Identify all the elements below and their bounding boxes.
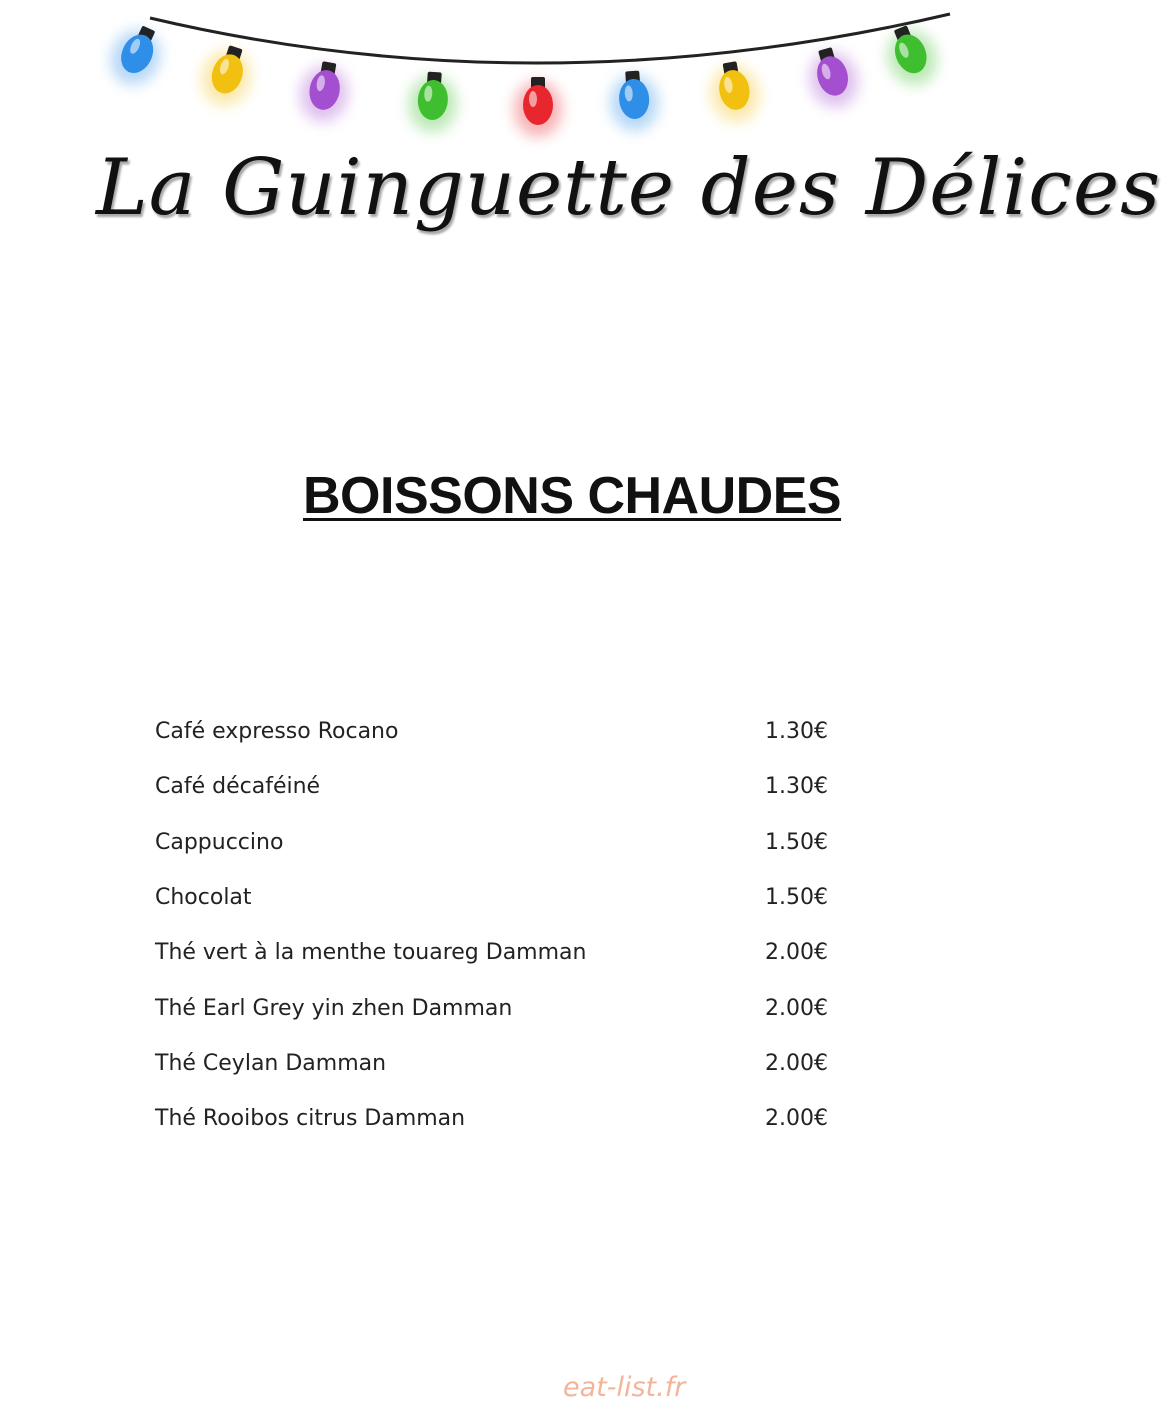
menu-item-name: Thé Ceylan Damman bbox=[155, 1050, 387, 1076]
menu-item-name: Chocolat bbox=[155, 885, 252, 911]
light-bulb-icon bbox=[102, 18, 171, 93]
menu-item-price: 2.00€ bbox=[765, 1106, 828, 1132]
light-bulb-icon bbox=[878, 19, 945, 93]
menu-item bbox=[155, 704, 828, 759]
menu-item bbox=[155, 815, 828, 870]
light-bulb-icon bbox=[195, 40, 259, 112]
menu-item-price: 2.00€ bbox=[765, 940, 828, 966]
menu-item bbox=[155, 870, 828, 925]
drinks-menu-list bbox=[155, 704, 828, 1146]
menu-item-price: 1.30€ bbox=[765, 774, 828, 800]
menu-item bbox=[155, 1036, 828, 1091]
menu-item-name: Thé Earl Grey yin zhen Damman bbox=[155, 995, 513, 1021]
menu-item-name: Cappuccino bbox=[155, 829, 284, 855]
menu-item bbox=[155, 759, 828, 814]
menu-item-name: Café décaféiné bbox=[155, 774, 321, 800]
menu-item bbox=[155, 1091, 828, 1146]
menu-item bbox=[155, 980, 828, 1035]
menu-item-price: 1.50€ bbox=[765, 885, 828, 911]
menu-item-price: 2.00€ bbox=[765, 995, 828, 1021]
menu-item-name: Café expresso Rocano bbox=[155, 719, 399, 745]
menu-item-name: Thé Rooibos citrus Damman bbox=[155, 1106, 466, 1132]
menu-item bbox=[155, 925, 828, 980]
menu-item-price: 1.30€ bbox=[765, 719, 828, 745]
light-bulb-icon bbox=[295, 58, 353, 125]
menu-item-name: Thé vert à la menthe touareg Damman bbox=[155, 940, 587, 966]
light-bulb-icon bbox=[802, 42, 865, 113]
menu-item-price: 2.00€ bbox=[765, 1050, 828, 1076]
restaurant-logo: La Guinguette des Délices bbox=[96, 143, 1161, 233]
light-bulb-icon bbox=[706, 58, 764, 125]
section-title: BOISSONS CHAUDES bbox=[303, 466, 842, 525]
watermark: eat-list.fr bbox=[563, 1372, 686, 1403]
menu-item-price: 1.50€ bbox=[765, 829, 828, 855]
